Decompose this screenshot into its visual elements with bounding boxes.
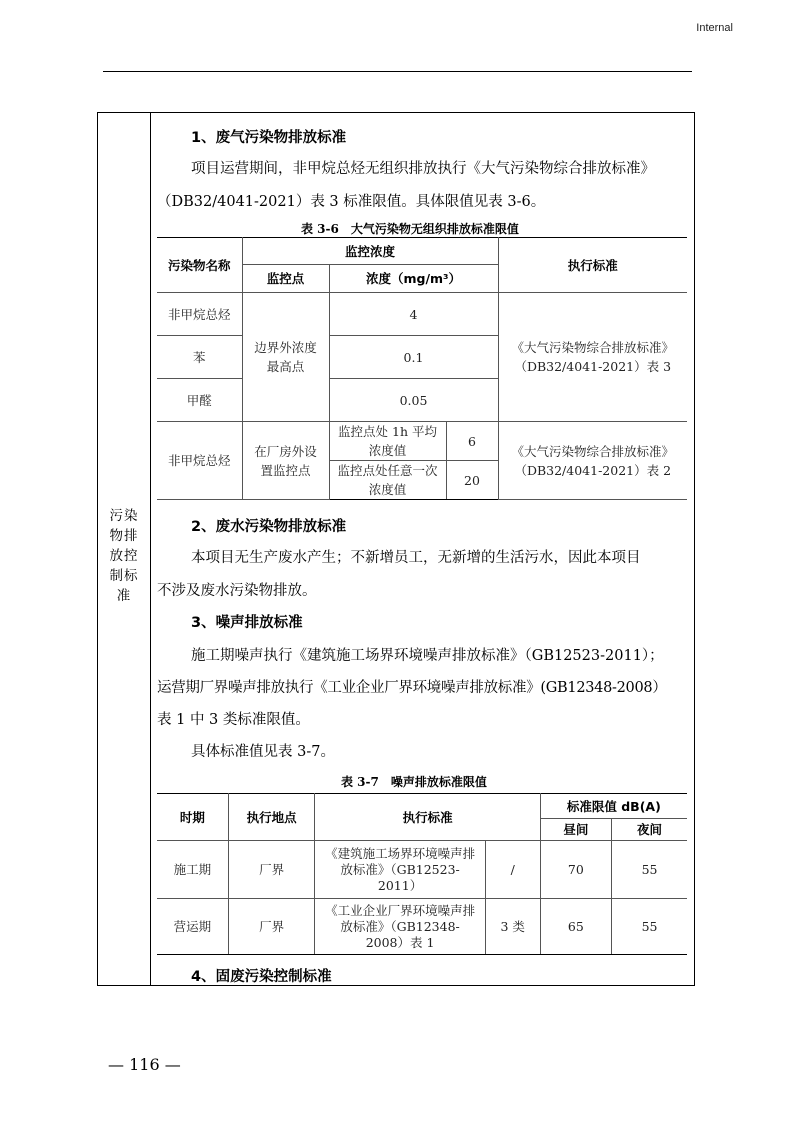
cell-plant-sub1-value: 6	[446, 422, 498, 461]
cell-plant-point: 在厂房外设置监控点	[242, 422, 329, 500]
cell-pollutant: 苯	[157, 336, 242, 379]
water-heading: 2、废水污染物排放标准	[191, 519, 347, 535]
th-period: 时期	[157, 794, 228, 841]
table-3-7-caption: 表 3-7 噪声排放标准限值	[341, 775, 487, 789]
cell-value: 0.05	[329, 379, 498, 422]
noise-para-line3: 表 1 中 3 类标准限值。	[157, 712, 310, 728]
th-conc-unit: 浓度（mg/m³）	[329, 265, 498, 293]
air-heading: 1、废气污染物排放标准	[191, 130, 347, 146]
water-para-line1: 本项目无生产废水产生；不新增员工，无新增的生活污水，因此本项目	[191, 550, 641, 566]
cell-location: 厂界	[228, 841, 315, 899]
cell-plant-sub2-label: 监控点处任意一次浓度值	[329, 461, 446, 500]
noise-para-line1: 施工期噪声执行《建筑施工场界环境噪声排放标准》（GB12523-2011）；	[191, 648, 664, 664]
solid-heading: 4、固废污染控制标准	[191, 969, 332, 985]
cell-plant-sub1-label: 监控点处 1h 平均浓度值	[329, 422, 446, 461]
cell-night: 55	[612, 841, 687, 899]
cell-noise-standard: 《建筑施工场界环境噪声排放标准》（GB12523-2011）	[315, 841, 485, 899]
cell-value: 4	[329, 293, 498, 336]
table-3-6-caption: 表 3-6 大气污染物无组织排放标准限值	[301, 222, 519, 236]
th-standard: 执行标准	[498, 238, 687, 293]
header-label: Internal	[696, 22, 733, 34]
cell-value: 0.1	[329, 336, 498, 379]
th-night: 夜间	[612, 819, 687, 841]
side-label: 污染物排放控制标准	[109, 508, 139, 604]
cell-location: 厂界	[228, 899, 315, 955]
cell-boundary-standard: 《大气污染物综合排放标准》（DB32/4041-2021）表 3	[498, 293, 687, 422]
noise-heading: 3、噪声排放标准	[191, 615, 303, 631]
th-monitor-conc: 监控浓度	[242, 238, 498, 265]
th-noise-standard: 执行标准	[315, 794, 540, 841]
header-rule	[103, 71, 692, 72]
content-area	[151, 113, 696, 985]
noise-para-line4: 具体标准值见表 3-7。	[191, 744, 335, 760]
air-para-line1: 项目运营期间，非甲烷总烃无组织排放执行《大气污染物综合排放标准》	[191, 161, 655, 177]
standards-frame	[97, 112, 695, 986]
th-day: 昼间	[540, 819, 611, 841]
th-monitor-point: 监控点	[242, 265, 329, 293]
cell-pollutant: 甲醛	[157, 379, 242, 422]
air-para-line2: （DB32/4041-2021）表 3 标准限值。具体限值见表 3-6。	[157, 194, 546, 210]
th-location: 执行地点	[228, 794, 315, 841]
side-column	[98, 113, 151, 985]
cell-noise-standard: 《工业企业厂界环境噪声排放标准》（GB12348-2008）表 1	[315, 899, 485, 955]
cell-night: 55	[612, 899, 687, 955]
cell-period: 施工期	[157, 841, 228, 899]
cell-class: /	[485, 841, 540, 899]
cell-plant-sub2-value: 20	[446, 461, 498, 500]
cell-plant-pollutant: 非甲烷总烃	[157, 422, 242, 500]
th-pollutant: 污染物名称	[157, 238, 242, 293]
cell-class: 3 类	[485, 899, 540, 955]
water-para-line2: 不涉及废水污染物排放。	[157, 583, 317, 599]
table-3-6	[157, 237, 687, 500]
page-number: — 116 —	[108, 1055, 181, 1074]
cell-day: 70	[540, 841, 611, 899]
cell-plant-standard: 《大气污染物综合排放标准》（DB32/4041-2021）表 2	[498, 422, 687, 500]
cell-boundary-point: 边界外浓度最高点	[242, 293, 329, 422]
th-limit: 标准限值 dB(A)	[540, 794, 687, 819]
cell-pollutant: 非甲烷总烃	[157, 293, 242, 336]
cell-day: 65	[540, 899, 611, 955]
table-3-7	[157, 793, 687, 955]
cell-period: 营运期	[157, 899, 228, 955]
noise-para-line2: 运营期厂界噪声排放执行《工业企业厂界环境噪声排放标准》(GB12348-2008）	[157, 680, 667, 696]
